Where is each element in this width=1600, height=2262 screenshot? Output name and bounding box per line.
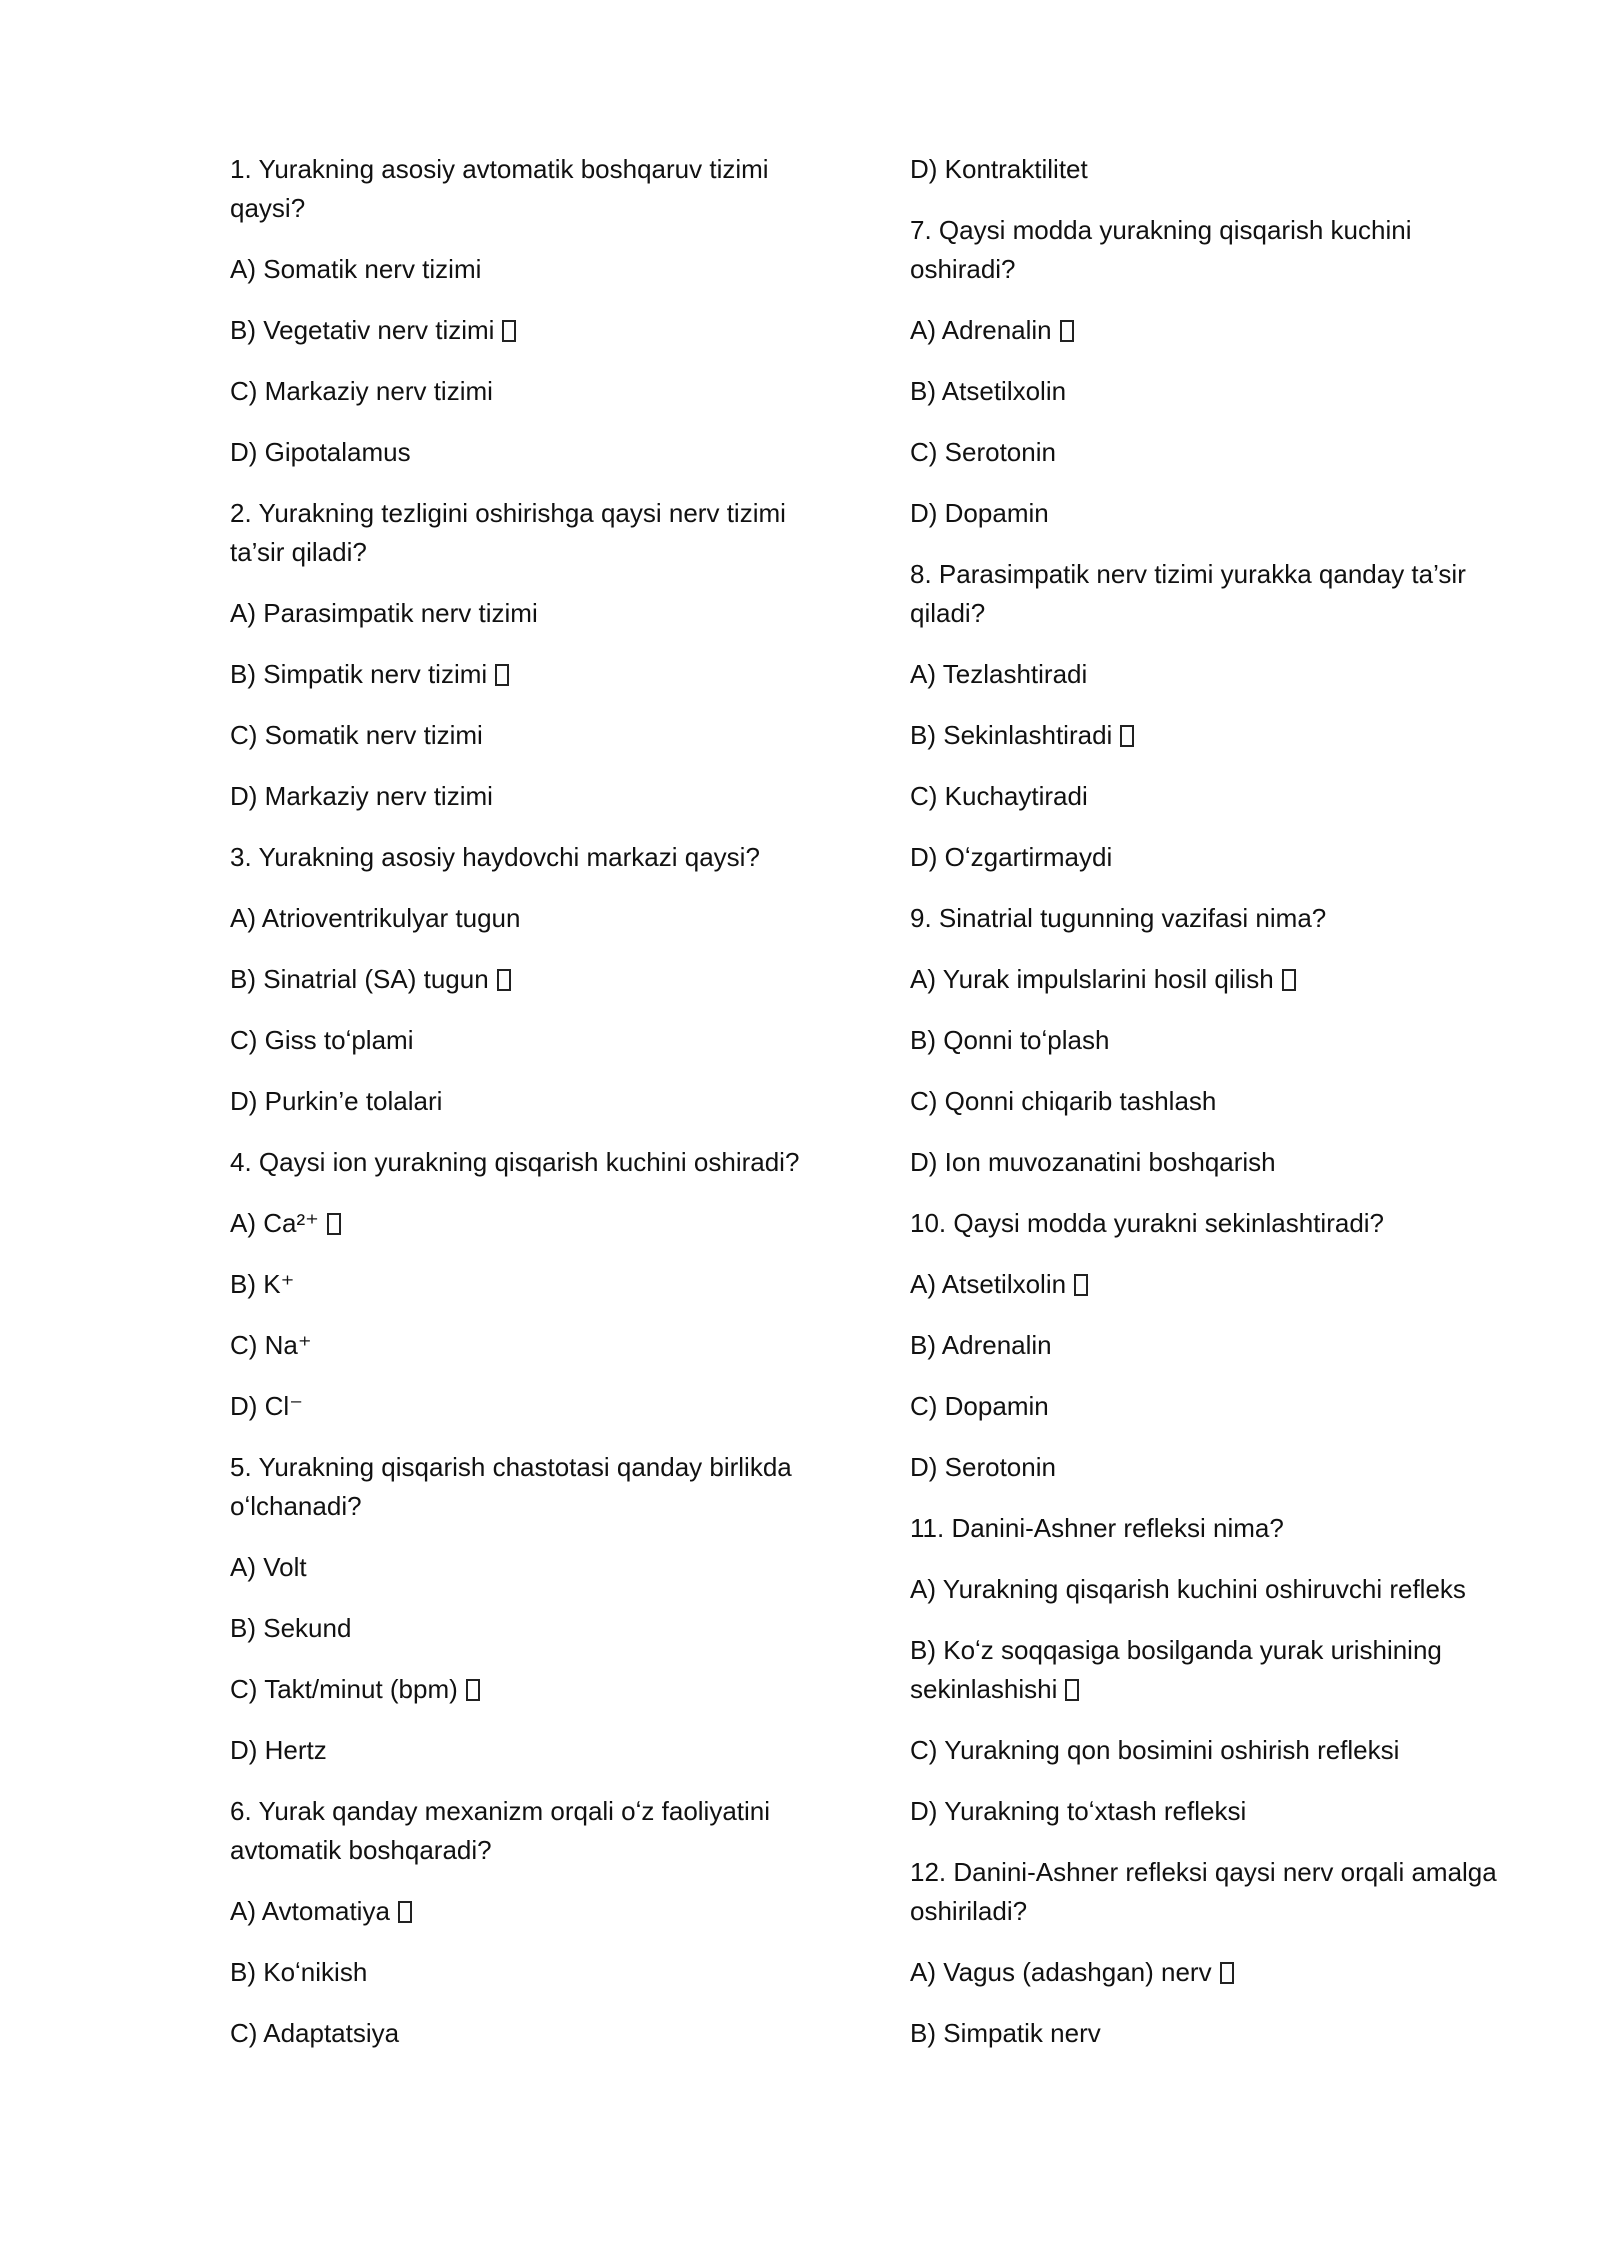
left-column [230,150,830,2075]
option-label: D) Purkin’e tolalari [230,1086,443,1116]
option-label: C) Somatik nerv tizimi [230,720,483,750]
option-label: A) Volt [230,1552,307,1582]
question-text [910,1204,1510,1243]
answer-option [910,1631,1510,1709]
answer-option [910,1792,1510,1831]
question-text [910,211,1510,289]
option-label: A) Ca²⁺ [230,1208,319,1238]
option-label: D) Gipotalamus [230,437,411,467]
option-label: B) Vegetativ nerv tizimi [230,315,495,345]
answer-option [230,2014,830,2053]
answer-option [910,150,1510,189]
answer-option [230,1670,830,1709]
option-label: A) Vagus (adashgan) nerv [910,1957,1212,1987]
question-label: 1. Yurakning asosiy avtomatik boshqaruv tizimi qaysi? [230,154,769,223]
answer-option [230,1021,830,1060]
question-text [230,1143,830,1182]
answer-option [910,433,1510,472]
option-label: B) Simpatik nerv tizimi [230,659,488,689]
answer-option [910,372,1510,411]
answer-option [230,899,830,938]
question-label: 9. Sinatrial tugunning vazifasi nima? [910,903,1327,933]
option-label: A) Parasimpatik nerv tizimi [230,598,538,628]
option-label: B) Atsetilxolin [910,376,1067,406]
question-text [230,1792,830,1870]
option-label: A) Atrioventrikulyar tugun [230,903,521,933]
question-label: 8. Parasimpatik nerv tizimi yurakka qanday ta’sir qiladi? [910,559,1466,628]
option-label: B) Qonni toʻplash [910,1025,1110,1055]
option-label: C) Qonni chiqarib tashlash [910,1086,1217,1116]
option-label: A) Yurak impulslarini hosil qilish [910,964,1274,994]
option-label: C) Markaziy nerv tizimi [230,376,493,406]
correct-answer-box-icon [1220,1962,1234,1984]
correct-answer-box-icon [1074,1274,1088,1296]
option-label: C) Dopamin [910,1391,1049,1421]
correct-answer-box-icon [495,664,509,686]
option-label: B) K⁺ [230,1269,295,1299]
correct-answer-box-icon [1120,725,1134,747]
option-label: D) Yurakning toʻxtash refleksi [910,1796,1247,1826]
answer-option [230,250,830,289]
option-label: D) Markaziy nerv tizimi [230,781,493,811]
option-label: B) Sinatrial (SA) tugun [230,964,489,994]
question-text [230,1448,830,1526]
answer-option [910,1143,1510,1182]
answer-option [230,716,830,755]
option-label: D) Ion muvozanatini boshqarish [910,1147,1276,1177]
answer-option [910,1265,1510,1304]
answer-option [910,716,1510,755]
question-label: 10. Qaysi modda yurakni sekinlashtiradi? [910,1208,1385,1238]
answer-option [230,1326,830,1365]
question-text [230,838,830,877]
option-label: A) Avtomatiya [230,1896,390,1926]
option-label: B) Adrenalin [910,1330,1052,1360]
question-label: 12. Danini-Ashner refleksi qaysi nerv orqali amalga oshiriladi? [910,1857,1497,1926]
option-label: A) Adrenalin [910,315,1052,345]
answer-option [230,1265,830,1304]
answer-option [910,494,1510,533]
question-text [230,150,830,228]
option-label: A) Yurakning qisqarish kuchini oshiruvchi refleks [910,1574,1466,1604]
option-label: C) Yurakning qon bosimini oshirish refleksi [910,1735,1400,1765]
answer-option [910,1387,1510,1426]
question-text [910,899,1510,938]
answer-option [230,1609,830,1648]
option-label: D) Cl⁻ [230,1391,303,1421]
option-label: C) Adaptatsiya [230,2018,400,2048]
answer-option [910,838,1510,877]
answer-option [230,433,830,472]
right-column [910,150,1510,2075]
question-label: 11. Danini-Ashner refleksi nima? [910,1513,1284,1543]
question-label: 4. Qaysi ion yurakning qisqarish kuchini oshiradi? [230,1147,800,1177]
correct-answer-box-icon [1065,1679,1079,1701]
answer-option [910,1021,1510,1060]
answer-option [230,1204,830,1243]
answer-option [230,1731,830,1770]
option-label: B) Koʻz soqqasiga bosilganda yurak urishining sekinlashishi [910,1635,1442,1704]
option-label: A) Somatik nerv tizimi [230,254,482,284]
answer-option [230,655,830,694]
option-label: C) Serotonin [910,437,1056,467]
question-label: 5. Yurakning qisqarish chastotasi qanday birlikda oʻlchanadi? [230,1452,792,1521]
correct-answer-box-icon [327,1213,341,1235]
question-text [910,1853,1510,1931]
option-label: B) Koʻnikish [230,1957,368,1987]
option-label: B) Sekund [230,1613,352,1643]
option-label: C) Kuchaytiradi [910,781,1088,811]
option-label: A) Atsetilxolin [910,1269,1067,1299]
option-label: B) Simpatik nerv [910,2018,1101,2048]
option-label: D) Oʻzgartirmaydi [910,842,1113,872]
correct-answer-box-icon [502,320,516,342]
question-label: 3. Yurakning asosiy haydovchi markazi qaysi? [230,842,760,872]
option-label: D) Serotonin [910,1452,1056,1482]
question-label: 2. Yurakning tezligini oshirishga qaysi nerv tizimi ta’sir qiladi? [230,498,786,567]
option-label: D) Dopamin [910,498,1049,528]
answer-option [230,1082,830,1121]
answer-option [230,777,830,816]
answer-option [910,311,1510,350]
answer-option [230,1548,830,1587]
option-label: A) Tezlashtiradi [910,659,1088,689]
answer-option [230,1953,830,1992]
answer-option [910,655,1510,694]
option-label: C) Takt/minut (bpm) [230,1674,458,1704]
option-label: C) Na⁺ [230,1330,312,1360]
answer-option [910,1953,1510,1992]
answer-option [230,311,830,350]
answer-option [910,2014,1510,2053]
answer-option [230,594,830,633]
answer-option [910,1570,1510,1609]
question-text [230,494,830,572]
question-text [910,1509,1510,1548]
correct-answer-box-icon [497,969,511,991]
option-label: B) Sekinlashtiradi [910,720,1113,750]
option-label: C) Giss toʻplami [230,1025,414,1055]
answer-option [910,1448,1510,1487]
answer-option [910,960,1510,999]
option-label: D) Kontraktilitet [910,154,1088,184]
question-label: 6. Yurak qanday mexanizm orqali oʻz faoliyatini avtomatik boshqaradi? [230,1796,771,1865]
correct-answer-box-icon [466,1679,480,1701]
question-label: 7. Qaysi modda yurakning qisqarish kuchini oshiradi? [910,215,1412,284]
answer-option [910,1082,1510,1121]
option-label: D) Hertz [230,1735,327,1765]
correct-answer-box-icon [1282,969,1296,991]
answer-option [230,1892,830,1931]
correct-answer-box-icon [1060,320,1074,342]
answer-option [230,960,830,999]
question-text [910,555,1510,633]
answer-option [910,1731,1510,1770]
answer-option [910,777,1510,816]
answer-option [230,1387,830,1426]
answer-option [910,1326,1510,1365]
correct-answer-box-icon [398,1901,412,1923]
answer-option [230,372,830,411]
